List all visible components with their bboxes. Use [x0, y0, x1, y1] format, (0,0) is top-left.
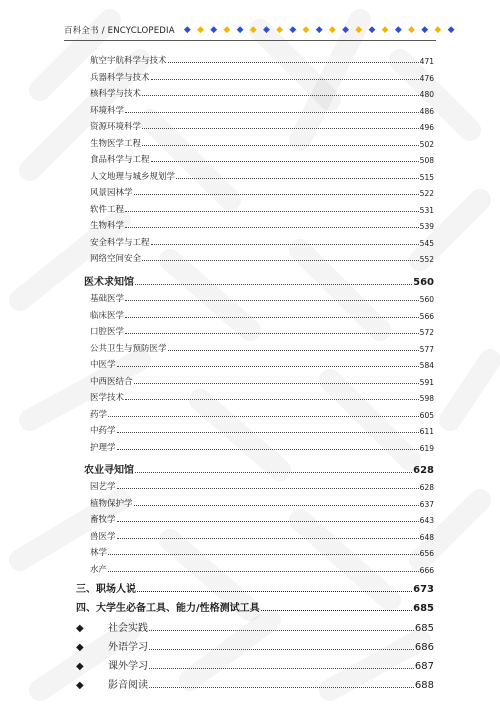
dot-leader [117, 448, 419, 450]
diamond-bullet-icon: ◆ [76, 623, 84, 634]
toc-entry[interactable] [90, 478, 434, 492]
toc-entry[interactable] [90, 118, 434, 132]
section-page: 685 [413, 603, 434, 614]
toc-entry[interactable] [90, 52, 434, 66]
toc-entry-title: 兽医学 [90, 531, 116, 542]
toc-entry[interactable] [90, 234, 434, 248]
toc-entry-page: 619 [419, 443, 434, 453]
dot-leader [117, 431, 419, 433]
dot-leader [261, 609, 412, 611]
dot-leader [135, 471, 412, 473]
toc-entry-page: 598 [419, 394, 434, 403]
toc-entry-page: 648 [419, 532, 434, 542]
toc-entry-page: 515 [419, 172, 434, 182]
toc-entry-page: 656 [419, 549, 434, 558]
toc-entry-page: 605 [419, 410, 434, 420]
header-diamond-icon: ◆ [408, 24, 415, 35]
header-diamond-icon: ◆ [262, 24, 270, 35]
category-page: 560 [413, 277, 434, 288]
toc-entry-page: 560 [419, 295, 434, 304]
dot-leader [117, 520, 419, 522]
dot-leader [134, 382, 419, 384]
toc-entry-page: 591 [419, 377, 434, 387]
toc-entry-title: 林学 [90, 548, 108, 558]
header-diamond-icon: ◆ [236, 24, 244, 35]
header-diamond-icon: ◆ [183, 24, 191, 35]
dot-leader [151, 78, 419, 80]
header-diamond-icon: ◆ [447, 24, 455, 35]
toc-entry[interactable] [90, 373, 434, 387]
toc-entry-title: 食品科学与工程 [90, 155, 150, 165]
toc-entry[interactable] [90, 217, 434, 231]
toc-entry-title: 临床医学 [90, 310, 125, 321]
toc-entry-page: 552 [419, 255, 434, 264]
toc-category-agriculture[interactable] [84, 460, 434, 476]
header-diamond-icon: ◆ [315, 24, 323, 35]
dot-leader [151, 243, 419, 245]
section-page: 673 [413, 584, 434, 595]
dot-leader [176, 177, 419, 179]
toc-entry-page: 577 [419, 344, 434, 354]
dot-leader [142, 94, 419, 96]
toc-entry-title: 护理学 [90, 442, 116, 453]
toc-entry-title: 课外学习 [108, 661, 148, 672]
toc-entry-page: 666 [419, 565, 434, 575]
category-title: 农业寻知馆 [84, 465, 134, 476]
header-diamond-icon: ◆ [276, 24, 284, 35]
toc-entry[interactable] [90, 69, 434, 83]
dot-leader [142, 127, 419, 129]
dot-leader [125, 210, 419, 212]
dot-leader [125, 398, 419, 400]
toc-entry-page: 611 [419, 427, 434, 436]
header-diamond-icon: ◆ [328, 24, 336, 35]
header-diamond-icon: ◆ [381, 24, 389, 35]
toc-section-tools[interactable] [76, 598, 434, 614]
dot-leader [108, 570, 419, 572]
toc-entry[interactable] [90, 151, 434, 165]
toc-entry[interactable] [90, 323, 434, 337]
toc-entry[interactable] [90, 528, 434, 542]
toc-entry-title: 网络空间安全 [90, 254, 142, 264]
toc-entry-page: 584 [419, 361, 434, 370]
dot-leader [149, 629, 414, 631]
toc-entry-title: 航空宇航科学与技术 [90, 56, 167, 66]
toc-bullet-entry[interactable] [76, 675, 434, 691]
dot-leader [134, 193, 419, 195]
toc-entry-page: 628 [419, 483, 434, 492]
toc-entry-page: 522 [419, 189, 434, 198]
toc-entry-page: 637 [419, 499, 434, 509]
category-page: 628 [413, 465, 434, 476]
toc-entry-title: 软件工程 [90, 204, 125, 215]
header-label: 百科全书 / ENCYCLOPEDIA [64, 26, 175, 36]
dot-leader [142, 144, 419, 146]
dot-leader [137, 590, 412, 592]
header-diamond-icon: ◆ [197, 24, 204, 35]
header-diamond-icon: ◆ [210, 24, 218, 35]
toc-category-medical[interactable] [84, 272, 434, 288]
toc-entry[interactable] [90, 389, 434, 403]
toc-entry-page: 471 [419, 57, 434, 66]
toc-entry-title: 畜牧学 [90, 515, 116, 525]
toc-entry-page: 545 [419, 238, 434, 248]
toc-entry-title: 园艺学 [90, 482, 116, 492]
dot-leader [125, 226, 419, 228]
header-diamond-icon: ◆ [223, 24, 231, 35]
toc-entry[interactable] [90, 406, 434, 420]
toc-entry-title: 口腔医学 [90, 327, 125, 337]
toc-entry[interactable] [90, 544, 434, 558]
toc-entry-title: 资源环境科学 [90, 122, 142, 132]
dot-leader [108, 415, 419, 417]
toc-entry-page: 566 [419, 311, 434, 321]
toc-entry-page: 531 [419, 205, 434, 215]
toc-entry[interactable] [90, 561, 434, 575]
toc-entry-page: 480 [419, 90, 434, 99]
dot-leader [117, 537, 419, 539]
header-diamond-icon: ◆ [368, 24, 376, 35]
toc-entry-title: 风景园林学 [90, 188, 133, 198]
toc-bullet-entry[interactable] [76, 656, 434, 672]
toc-entry-page: 686 [414, 642, 434, 653]
toc-entry[interactable] [90, 250, 434, 264]
dot-leader [117, 487, 419, 489]
section-title: 四、大学生必备工具、能力/性格测试工具 [76, 603, 260, 614]
toc-entry-title: 药学 [90, 409, 108, 420]
dot-leader [168, 349, 419, 351]
toc-entry-title: 中医学 [90, 360, 116, 370]
dot-leader [135, 283, 412, 285]
section-title: 三、职场人说 [76, 584, 136, 595]
toc-entry-title: 水产 [90, 564, 108, 575]
toc-entry-title: 中药学 [90, 426, 116, 436]
header-diamond-icon: ◆ [394, 24, 402, 35]
dot-leader [149, 667, 414, 669]
header-diamond-icon: ◆ [249, 24, 257, 35]
toc-entry-title: 公共卫生与预防医学 [90, 343, 167, 354]
dot-leader [149, 686, 414, 688]
header-diamond-icon: ◆ [342, 24, 350, 35]
toc-entry-title: 环境科学 [90, 105, 125, 116]
toc-entry-page: 496 [419, 123, 434, 132]
dot-leader [125, 299, 419, 301]
toc-entry[interactable] [90, 422, 434, 436]
toc-entry[interactable] [90, 340, 434, 354]
header-diamond-icon: ◆ [302, 24, 310, 35]
toc-entry-title: 基础医学 [90, 294, 125, 304]
toc-entry[interactable] [90, 290, 434, 304]
toc-entry-page: 476 [419, 73, 434, 83]
toc-entry[interactable] [90, 102, 434, 116]
toc-section-workplace[interactable] [76, 579, 434, 595]
toc-bullet-entry[interactable] [76, 618, 434, 634]
header-diamond-icon: ◆ [434, 24, 442, 35]
header-diamond-icon: ◆ [355, 24, 363, 35]
diamond-bullet-icon: ◆ [76, 661, 84, 672]
toc-entry-title: 影音阅读 [108, 680, 148, 691]
toc-bullet-entry[interactable] [76, 637, 434, 653]
dot-leader [117, 365, 419, 367]
header-diamond-icon: ◆ [421, 24, 429, 35]
dot-leader [168, 61, 419, 63]
dot-leader [149, 648, 414, 650]
toc-entry[interactable] [90, 511, 434, 525]
toc-entry-title: 植物保护学 [90, 498, 133, 509]
toc-entry-title: 外语学习 [108, 642, 148, 653]
dot-leader [125, 316, 419, 318]
toc-entry-title: 中西医结合 [90, 376, 133, 387]
toc-entry-title: 社会实践 [108, 623, 148, 634]
dot-leader [125, 332, 419, 334]
toc-entry[interactable] [90, 356, 434, 370]
toc-entry-title: 安全科学与工程 [90, 237, 150, 248]
toc-entry[interactable] [90, 184, 434, 198]
toc-entry-page: 643 [419, 516, 434, 525]
diamond-bullet-icon: ◆ [76, 642, 84, 653]
toc-entry-page: 687 [414, 661, 434, 672]
dot-leader [125, 111, 419, 113]
dot-leader [151, 160, 419, 162]
category-title: 医术求知馆 [84, 277, 134, 288]
toc-entry-title: 核科学与技术 [90, 89, 142, 99]
toc-entry[interactable] [90, 495, 434, 509]
toc-entry[interactable] [90, 201, 434, 215]
toc-entry-page: 539 [419, 222, 434, 231]
toc-entry-page: 572 [419, 328, 434, 337]
toc-entry[interactable] [90, 439, 434, 453]
toc-entry-title: 生物医学工程 [90, 138, 142, 149]
toc-entry-page: 685 [414, 623, 434, 634]
toc-entry-page: 508 [419, 156, 434, 165]
toc-entry-title: 生物科学 [90, 221, 125, 231]
toc-entry[interactable] [90, 168, 434, 182]
toc-entry-page: 688 [414, 680, 434, 691]
diamond-bullet-icon: ◆ [76, 680, 84, 691]
dot-leader [108, 553, 419, 555]
toc-entry-page: 502 [419, 139, 434, 149]
dot-leader [134, 504, 419, 506]
toc-entry[interactable] [90, 85, 434, 99]
header-diamond-icon: ◆ [289, 24, 297, 35]
toc-entry-page: 486 [419, 106, 434, 116]
toc-entry-title: 兵器科学与技术 [90, 72, 150, 83]
toc-entry[interactable] [90, 135, 434, 149]
toc-entry-title: 人文地理与城乡规划学 [90, 171, 176, 182]
toc-entry-title: 医学技术 [90, 393, 125, 403]
toc-entry[interactable] [90, 307, 434, 321]
dot-leader [142, 259, 419, 261]
